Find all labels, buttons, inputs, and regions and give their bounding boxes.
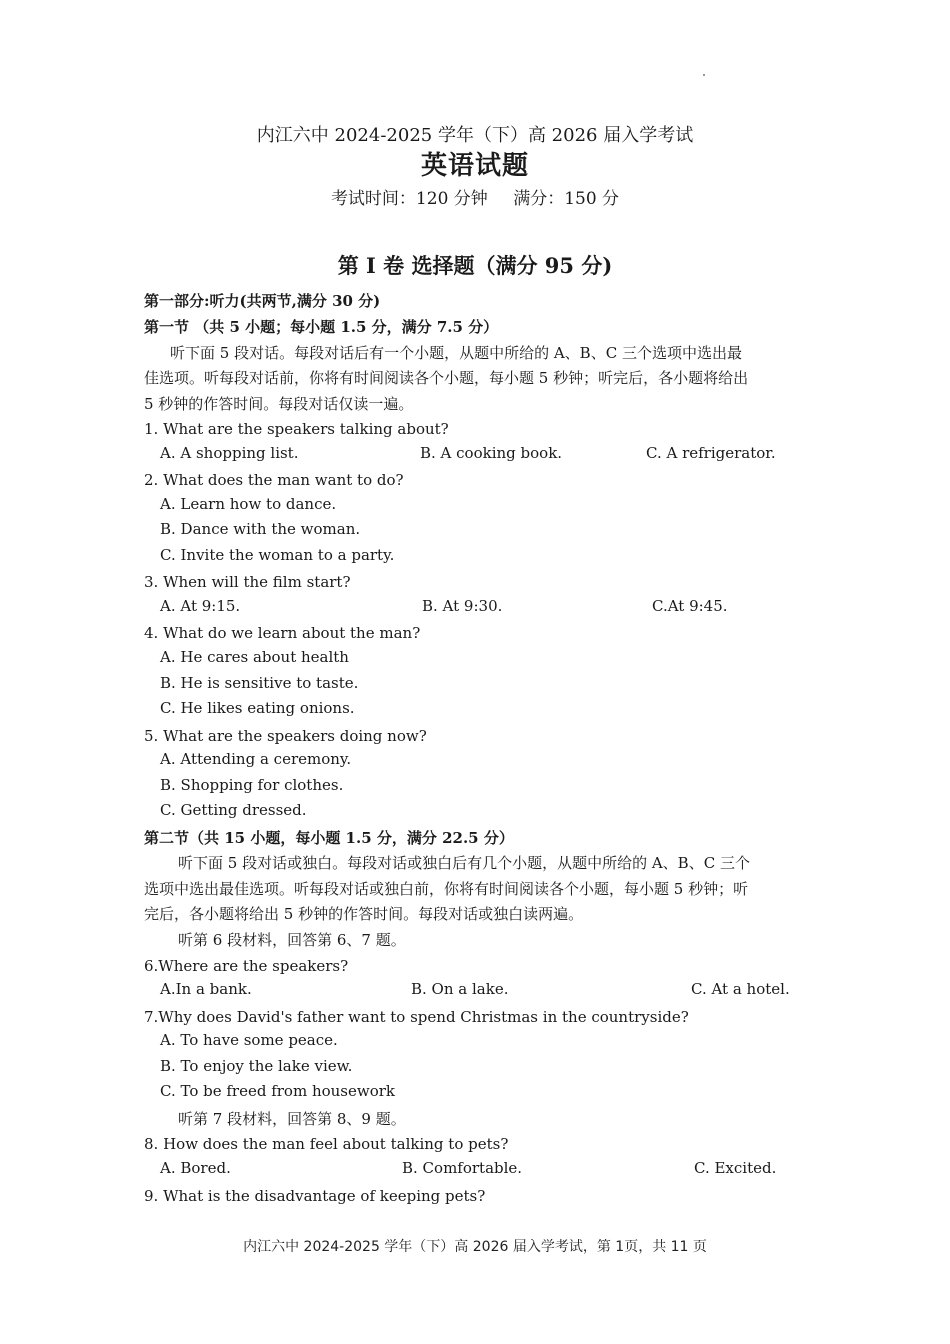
option-b: B. Shopping for clothes. — [160, 776, 344, 794]
option-a: A. At 9:15. — [160, 597, 241, 615]
question-stem: 4. What do we learn about the man? — [144, 624, 421, 642]
section1-instruction-2: 佳选项。听每段对话前，你将有时间阅读各个小题，每小题 5 秒钟；听完后，各小题将给出 — [144, 369, 749, 387]
option-a: A. Attending a ceremony. — [160, 750, 352, 768]
option-c: C. At a hotel. — [691, 980, 790, 998]
question-stem: 7.Why does David's father want to spend Christmas in the countryside? — [144, 1008, 689, 1026]
question-stem: 1. What are the speakers talking about? — [144, 420, 449, 438]
question-stem: 8. How does the man feel about talking to pets? — [144, 1135, 509, 1153]
option-a: A. Bored. — [160, 1159, 231, 1177]
section2-instruction-1: 听下面 5 段对话或独白。每段对话或独白后有几个小题，从题中所给的 A、B、C 三个 — [178, 854, 750, 872]
question-stem: 5. What are the speakers doing now? — [144, 727, 427, 745]
option-c: C. Getting dressed. — [160, 801, 307, 819]
scan-speck — [703, 74, 705, 76]
option-b: B. To enjoy the lake view. — [160, 1057, 353, 1075]
question-stem: 3. When will the film start? — [144, 573, 351, 591]
option-a: A.In a bank. — [160, 980, 252, 998]
question-stem: 2. What does the man want to do? — [144, 471, 404, 489]
part1-title: 第一部分:听力(共两节,满分 30 分) — [144, 292, 381, 310]
option-a: A. To have some peace. — [160, 1031, 338, 1049]
option-b: B. At 9:30. — [422, 597, 503, 615]
option-b: B. He is sensitive to taste. — [160, 674, 359, 692]
section2-instruction-2: 选项中选出最佳选项。听每段对话或独白前，你将有时间阅读各个小题，每小题 5 秒钟；听 — [144, 880, 749, 898]
exam-time-score — [0, 184, 950, 209]
question-stem: 9. What is the disadvantage of keeping pets? — [144, 1187, 486, 1205]
option-b: B. A cooking book. — [420, 444, 563, 462]
option-c: C.At 9:45. — [652, 597, 728, 615]
exam-time: 考试时间：120 分钟 — [330, 189, 488, 209]
option-a: A. A shopping list. — [160, 444, 299, 462]
option-b: B. Dance with the woman. — [160, 520, 361, 538]
section1-instruction-3: 5 秒钟的作答时间。每段对话仅读一遍。 — [144, 395, 414, 413]
option-b: B. Comfortable. — [402, 1159, 523, 1177]
option-a: A. He cares about health — [160, 648, 349, 666]
subject-title: 英语试题 — [420, 151, 529, 181]
material-7-note: 听第 7 段材料，回答第 8、9 题。 — [178, 1110, 406, 1128]
volume-title: 第 I 卷 选择题（满分 95 分) — [337, 253, 613, 278]
option-c: C. Excited. — [694, 1159, 777, 1177]
section1-instruction-1: 听下面 5 段对话。每段对话后有一个小题，从题中所给的 A、B、C 三个选项中选出最 — [170, 344, 742, 362]
option-c: C. To be freed from housework — [160, 1082, 396, 1100]
material-6-note: 听第 6 段材料，回答第 6、7 题。 — [178, 931, 406, 949]
option-c: C. He likes eating onions. — [160, 699, 355, 717]
option-a: A. Learn how to dance. — [160, 495, 337, 513]
option-b: B. On a lake. — [411, 980, 509, 998]
school-exam-line: 内江六中 2024-2025 学年（下）高 2026 届入学考试 — [256, 125, 694, 146]
question-stem: 6.Where are the speakers? — [144, 957, 349, 975]
option-c: C. A refrigerator. — [646, 444, 776, 462]
section2-instruction-3: 完后，各小题将给出 5 秒钟的作答时间。每段对话或独白读两遍。 — [144, 905, 584, 923]
section2-title: 第二节（共 15 小题，每小题 1.5 分，满分 22.5 分） — [144, 829, 514, 847]
option-c: C. Invite the woman to a party. — [160, 546, 395, 564]
page-footer: 内江六中 2024-2025 学年（下）高 2026 届入学考试，第 1页，共 11 页 — [243, 1239, 707, 1255]
section1-title: 第一节 （共 5 小题；每小题 1.5 分，满分 7.5 分） — [144, 318, 499, 336]
exam-score: 满分：150 分 — [513, 189, 620, 209]
